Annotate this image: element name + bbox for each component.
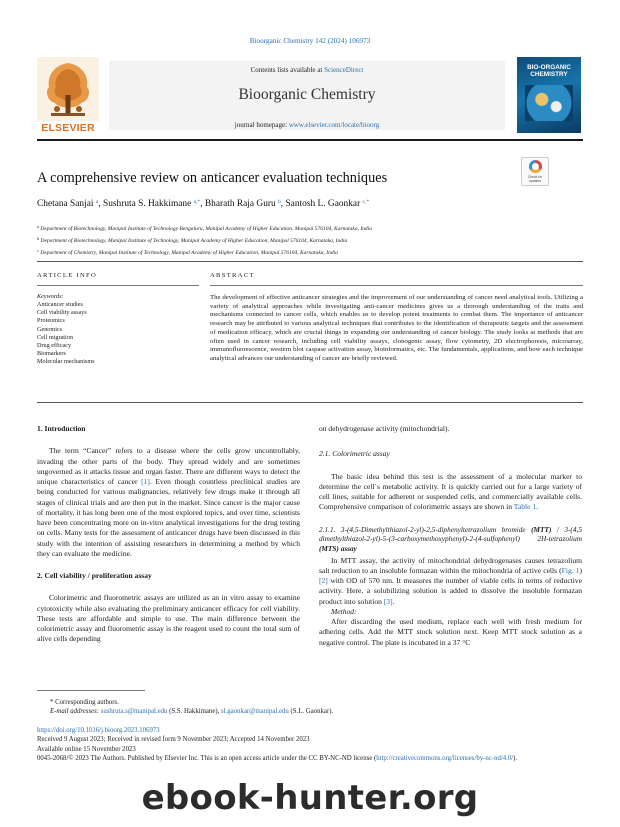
watermark: ebook-hunter.org (141, 778, 479, 818)
article-info-heading: ARTICLE INFO (37, 272, 98, 279)
author-affiliation-mark[interactable]: c,* (362, 199, 370, 205)
elsevier-logo (37, 57, 99, 133)
table-1-link[interactable]: Table 1 (513, 502, 537, 512)
email-owner: (S.S. Hakkimane), (167, 708, 222, 716)
email-line (37, 707, 583, 716)
mtt-paragraph (319, 556, 582, 607)
journal-homepage-link[interactable]: www.elsevier.com/locate/bioorg (288, 121, 380, 129)
author-affiliation-mark[interactable]: a,* (193, 199, 201, 205)
check-for-updates-badge[interactable] (521, 157, 549, 186)
footnote-divider (37, 690, 145, 691)
section-divider (37, 261, 583, 262)
email-label: E-mail addresses: (50, 708, 101, 716)
paragraph-text: . Even though countless preclinical studies are being conducted for various malignancies, relatively few drugs make it through all stages of clinical trials and are then put in the market. Since cancer is the major cause of mortality, it has long been one of the most explored topics, and over time, scientists have been concentrating more on in-vitro analytical investigations for the drug testing on cells. Many tests for the assessment of anticancer drugs have been discussed in this study with the intention of assisting researchers in determining a method by which they can evaluate the medicine. (37, 477, 300, 558)
keyword: Drug efficacy (37, 342, 72, 350)
article-info-divider (37, 285, 199, 286)
section-heading-cell-viability: 2. Cell viability / proliferation assay (37, 571, 152, 580)
license-text: ). (513, 755, 518, 763)
subsection-heading-colorimetric: 2.1. Colorimetric assay (319, 449, 390, 459)
contents-prefix: Contents lists available at (250, 66, 325, 74)
sciencedirect-link[interactable]: ScienceDirect (324, 66, 364, 74)
license-line (37, 754, 583, 763)
keyword: Proteomics (37, 317, 65, 325)
author-name[interactable]: Sushruta S. Hakkimane (102, 199, 192, 209)
footnotes (37, 698, 583, 763)
keyword: Cell viability assays (37, 309, 87, 317)
keywords-label: Keywords: (37, 293, 64, 300)
heading-text: 3-(4,5-Dimethylthiazol-2-yl)-2,5-diphenyltetrazolium bromide (340, 524, 532, 534)
journal-cover-image (517, 57, 581, 133)
paragraph-text: ) (579, 565, 582, 575)
paragraph-text: The term “Cancer” refers to a disease where the cells grow uncontrollably, invading the other parts of the body. They spread widely and are sometimes ungoverned as it attacks tissue and organ faster. There are different ways to detect the unique characteristics of cancer (37, 446, 300, 486)
abstract-divider (210, 285, 583, 286)
author-affiliation-mark[interactable]: a (95, 199, 99, 205)
license-text: 0045-2068/© 2023 The Authors. Published by Elsevier Inc. This is an open access article under the CC BY-NC-ND license ( (37, 755, 377, 763)
doi-link[interactable]: https://doi.org/10.1016/j.bioorg.2023.106973 (37, 726, 160, 734)
body-right-column (319, 424, 582, 648)
reference-link[interactable]: [1] (141, 477, 150, 486)
paragraph-text: . (392, 596, 395, 606)
section-divider (37, 402, 583, 403)
check-updates-label: Check for updates (527, 175, 543, 183)
heading-abbrev: (MTT) (531, 524, 552, 534)
license-link[interactable]: http://creativecommons.org/licenses/by-nc-nd/4.0/ (376, 755, 514, 763)
affiliation-text: Department of Biotechnology, Manipal Institute of Technology Bengaluru, Manipal Academy of Higher Education, Manipal 576104, Karnataka, India (40, 226, 372, 232)
cell-viability-paragraph: Colorimetric and fluorometric assays are utilized as an in vitro assay to examine cytotoxicity while also evaluating the preliminary anticancer efficacy for cell viability. These tests are affordable and simple to use. The main difference between the colorimetric assay and fluorometric assay is the reagent used to count the total sum of alive cells depending (37, 593, 300, 644)
paragraph-text: with OD of 570 nm. It measures the number of viable cells in terms of reductive activity. Here, a solubilizing solution is added to dissolve the insoluble formazan product into solution (319, 576, 582, 606)
cover-artwork (525, 85, 573, 121)
affiliation-mark: b (37, 236, 40, 241)
method-label: Method: (331, 606, 357, 616)
abstract-heading: ABSTRACT (210, 272, 255, 279)
body-left-column (37, 424, 300, 645)
contents-line (109, 66, 505, 74)
colorimetric-paragraph (319, 472, 582, 513)
affiliation-item (37, 222, 583, 234)
reference-link[interactable]: [2] (319, 576, 328, 586)
email-owner: (S.L. Gaonkar). (288, 708, 334, 716)
affiliation-mark: a (37, 224, 39, 229)
heading-number: 2.1.1. (319, 524, 341, 534)
author-name[interactable]: Chetana Sanjai (37, 199, 94, 209)
email-link[interactable]: sushruta.s@manipal.edu (100, 708, 168, 716)
keyword: Anticancer studies (37, 301, 83, 308)
received-dates: Received 9 August 2023; Received in revised form 9 November 2023; Accepted 14 November 2023 (37, 736, 310, 744)
figure-1-link[interactable]: Fig. 1 (561, 565, 580, 575)
corresponding-note: * Corresponding authors. (50, 699, 119, 706)
author-affiliation-mark[interactable]: b (278, 199, 281, 205)
cover-title: BIO-ORGANIC CHEMISTRY (527, 64, 571, 78)
affiliation-text: Department of Chemistry, Manipal Institute of Technology, Manipal Academy of Higher Education, Manipal 576104, Karnataka, India (40, 250, 338, 256)
affiliation-list (37, 222, 583, 258)
header-divider (37, 139, 583, 141)
author-list: Chetana Sanjai $^a$, Sushruta S. Hakkimane $^{a,*}$, Bharath Raja Guru $^b$, Santosh L. Gaonkar $^{c,*}$ (37, 199, 370, 209)
heading-abbrev: (MTS) assay (319, 543, 357, 553)
continued-paragraph: on dehydrogenase activity (mitochondrial). (319, 424, 450, 433)
email-link[interactable]: sl.gaonkar@manipal.edu (221, 708, 289, 716)
author-name[interactable]: Santosh L. Gaonkar (285, 199, 361, 209)
paragraph-text: In MTT assay, the activity of mitochondrial dehydrogenases causes tetrazolium salt reduction to an insoluble formazan within the mitochondria of active cells ( (319, 555, 582, 575)
elsevier-wordmark: ELSEVIER (41, 122, 95, 134)
affiliation-item (37, 234, 583, 246)
keyword: Cell migration (37, 333, 73, 341)
journal-title: Bioorganic Chemistry (238, 86, 376, 103)
section-heading-introduction: 1. Introduction (37, 424, 86, 433)
abstract-text: The development of effective anticancer strategies and the improvement of our understanding of cancer need analytical tools. Utilizing a variety of analytical approaches while investigating anti-cancer medicines gives us a thorough understanding of the traits and mechanisms connected to cancer cells, which enables us to develop potent treatments to combat them. The importance of anticancer research may be attributed to various analytical techniques that contributes to the identification of therapeutic targets and the assessment of medication efficacy, which are crucial things in expanding our understanding of cancer biology. The study looks at methods that are often used in cancer research, including cell viability assays, clonogenic assay, flow cytometry, 2D electrophoresis, microarray, immunofluorescence, western blot caspase activation assay, bioinformatics, etc. The fundamentals, applications, and how each technique analytical advances our understanding of cancer are briefly reviewed. (210, 294, 583, 362)
check-updates-icon (529, 160, 542, 173)
article-title: A comprehensive review on anticancer evaluation techniques (37, 170, 388, 186)
journal-homepage-line (109, 121, 505, 129)
paragraph-text: The basic idea behind this test is the assessment of a molecular marker to determine the cell`s metabolic activity. It is quickly carried out for a large variety of cell lines, suitable for adherent or suspended cells, and commercially available cells. Comprehensive comparison of colorimetric assays are shown in (319, 471, 582, 512)
keyword: Molecular mechanisms (37, 358, 95, 366)
affiliation-mark: c (37, 248, 39, 253)
reference-link[interactable]: [3] (383, 596, 393, 606)
heading-text: / 3-(4,5 dimethylthiazol-2-yl)-5-(3-carboxymethoxyphenyl)-2-(4-sulfophenyl) 2H-tetrazolium (319, 524, 582, 544)
keyword: Biomarkers (37, 350, 66, 358)
intro-paragraph (37, 446, 300, 559)
affiliation-text: Department of Biotechnology, Manipal Institute of Technology, Manipal Academy of Higher Education, Manipal 576104, Karnataka, India (40, 238, 348, 244)
homepage-prefix: journal homepage: (234, 121, 289, 129)
journal-citation-link[interactable]: Bioorganic Chemistry 142 (2024) 106973 (249, 37, 371, 45)
method-paragraph: After discarding the used medium, replace each well with fresh medium for adhering cells. Add the MTT stock solution next. Keep MTT stock solution as a negative control. The plate is incubated in a 37 °C (319, 617, 582, 647)
author-name[interactable]: Bharath Raja Guru (204, 199, 276, 209)
available-online-date: Available online 15 November 2023 (37, 745, 136, 753)
keywords-list (37, 301, 197, 367)
paragraph-text: . (536, 502, 538, 512)
keyword: Genomics (37, 325, 63, 333)
affiliation-item (37, 246, 583, 258)
subsubsection-heading-mtt (319, 525, 582, 554)
